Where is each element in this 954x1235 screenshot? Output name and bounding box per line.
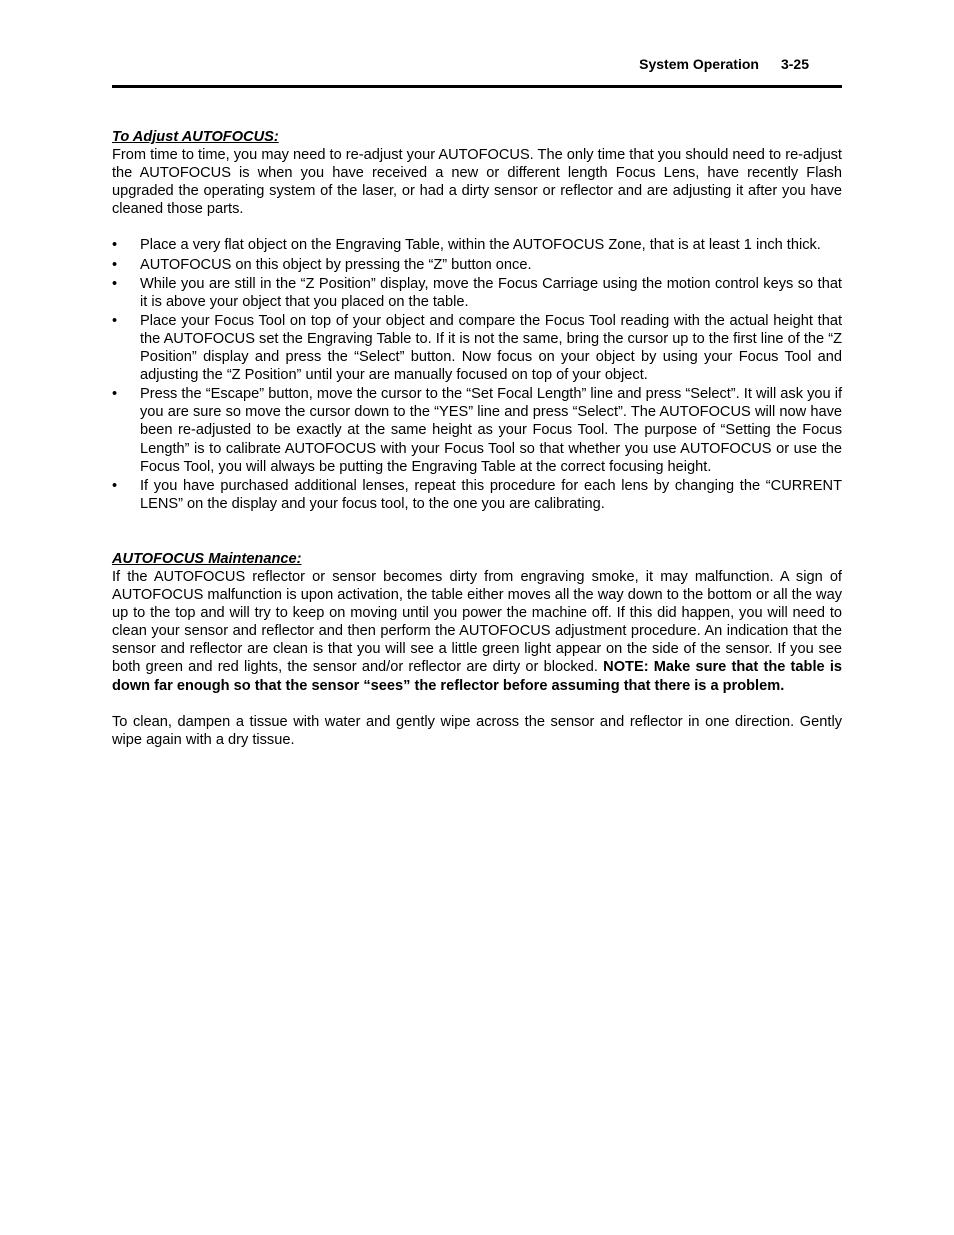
maintenance-body: If the AUTOFOCUS reflector or sensor becomes dirty from engraving smoke, it may malfunction. A sign of AUTOFOCUS malfunction is upon activation, the table either moves all the way down to the bottom or all the way up to the top and will try to keep on moving until you power the machine off. If this did happen, you will need to clean your sensor and reflector and then perform the AUTOFOCUS adjustment procedure. An indication that the sensor and reflector are clean is that you will see a little green light appear on the side of the sensor. If you see both green and red lights, the sensor and/or reflector are dirty or blocked. [112, 568, 842, 676]
adjust-autofocus-heading: To Adjust AUTOFOCUS: [112, 129, 279, 145]
list-item: • Press the “Escape” button, move the cursor to the “Set Focal Length” line and press “Select”. It will ask you if you are sure so move the cursor down to the “YES” line and press “Select”. The AUTOFOCUS will now have been re-adjusted to be exactly at the same height as your Focus Tool. The purpose of “Setting the Focus Length” is to calibrate AUTOFOCUS with your Focus Tool so that whether you use AUTOFOCUS or use the Focus Tool, you will always be putting the Engraving Table at the correct focusing height. [112, 385, 842, 475]
list-item: • While you are still in the “Z Position” display, move the Focus Carriage using the motion control keys so that it is above your object that you placed on the table. [112, 275, 842, 311]
header-section-title: System Operation [639, 56, 759, 72]
maintenance-paragraph [112, 568, 842, 695]
cleaning-paragraph: To clean, dampen a tissue with water and gently wipe across the sensor and reflector in one direction. Gently wipe again with a dry tissue. [112, 713, 842, 748]
maintenance-note: NOTE: Make sure that the table is down far enough so that the sensor “sees” the reflector before assuming that there is a problem. [112, 659, 842, 694]
list-item: • Place your Focus Tool on top of your object and compare the Focus Tool reading with the actual height that the AUTOFOCUS set the Engraving Table to. If it is not the same, bring the cursor up to the first line of the “Z Position” display and press the “Select” button. Now focus on your object by using your Focus Tool and adjusting the “Z Position” until your are manually focused on top of your object. [112, 312, 842, 384]
list-item: • Place a very flat object on the Engraving Table, within the AUTOFOCUS Zone, that is at least 1 inch thick. [112, 236, 842, 254]
page-body [112, 128, 842, 749]
maintenance-heading: AUTOFOCUS Maintenance: [112, 550, 302, 567]
page-header [639, 56, 809, 72]
list-item: • AUTOFOCUS on this object by pressing the “Z” button once. [112, 256, 842, 274]
header-rule [112, 85, 842, 88]
adjust-autofocus-intro: From time to time, you may need to re-adjust your AUTOFOCUS. The only time that you should need to re-adjust the AUTOFOCUS is when you have received a new or different length Focus Lens, have recently Flash upgraded the operating system of the laser, or had a dirty sensor or reflector and are adjusting it after you have cleaned those parts. [112, 147, 842, 218]
header-page-number: 3-25 [780, 56, 809, 72]
list-item: • If you have purchased additional lenses, repeat this procedure for each lens by changing the “CURRENT LENS” on the display and your focus tool, to the one you are calibrating. [112, 477, 842, 513]
adjust-steps-list [112, 236, 842, 512]
